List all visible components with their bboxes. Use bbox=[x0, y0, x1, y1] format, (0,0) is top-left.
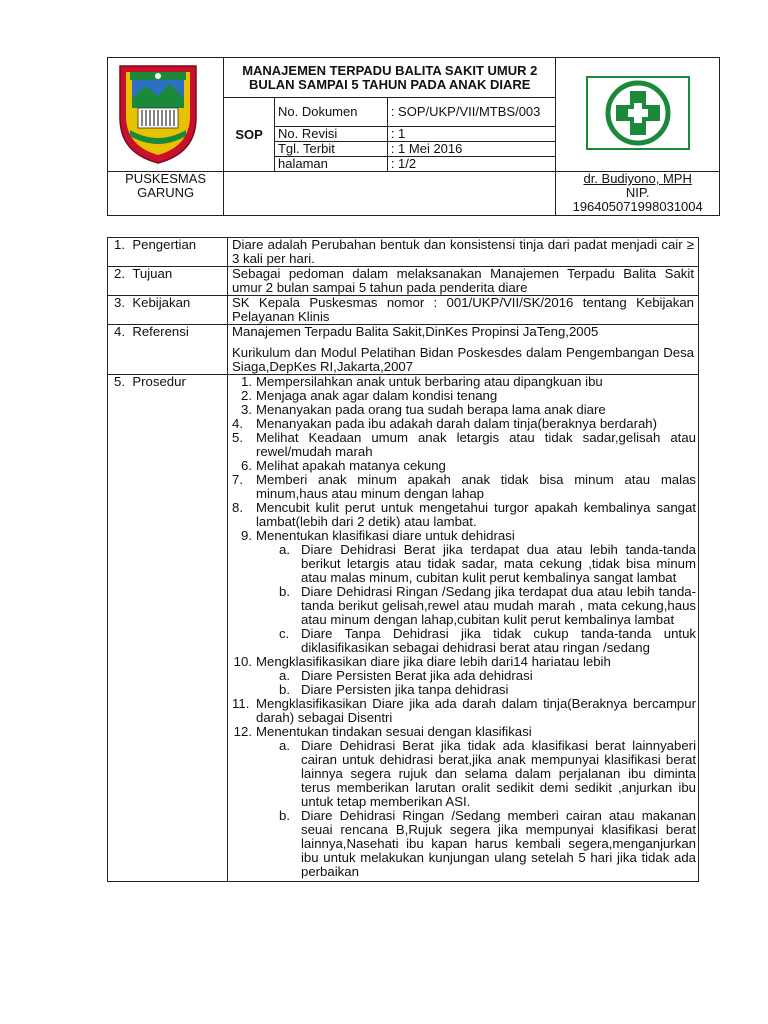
prosedur-substep: a. Diare Persisten Berat jika ada dehidrasi bbox=[279, 668, 533, 683]
meta-key: No. Dokumen bbox=[274, 98, 387, 127]
prosedur-sublist bbox=[232, 669, 696, 697]
prosedur-step: 1. Mempersilahkan anak untuk berbaring atau dipangkuan ibu bbox=[241, 374, 603, 389]
pengertian-text: Diare adalah Perubahan bentuk dan konsistensi tinja dari padat menjadi cair ≥ 3 kali per hari. bbox=[228, 238, 699, 267]
prosedur-step: 5. Melihat Keadaan umum anak letargis atau tidak sadar,gelisah atau rewel/mudah marah bbox=[232, 430, 696, 459]
prosedur-substep: a. Diare Dehidrasi Berat jika terdapat dua atau lebih tanda-tanda berikut letargis atau tidak sadar, mata cekung ,tidak bisa minum atau malas minum, cubitan kulit perut kembalinya sangat lambat bbox=[279, 542, 696, 585]
meta-key: halaman bbox=[274, 157, 387, 172]
prosedur-step: 2. Menjaga anak agar dalam kondisi tenang bbox=[241, 388, 498, 403]
prosedur-step: 6. Melihat apakah matanya cekung bbox=[241, 458, 446, 473]
document-header bbox=[107, 57, 720, 216]
meta-value: : 1 bbox=[387, 127, 556, 142]
section-label: 1. Pengertian bbox=[108, 238, 228, 267]
prosedur-step: 3. Menanyakan pada orang tua sudah berapa lama anak diare bbox=[241, 402, 606, 417]
sop-content-table bbox=[107, 237, 699, 882]
prosedur-step: 10. Mengklasifikasikan diare jika diare lebih dari14 hariatau lebih bbox=[233, 654, 611, 669]
prosedur-substep: b. Diare Persisten jika tanpa dehidrasi bbox=[279, 682, 509, 697]
prosedur-cell bbox=[228, 375, 699, 882]
signer-block bbox=[556, 172, 720, 216]
left-logo-cell bbox=[108, 58, 224, 172]
organization-name bbox=[108, 172, 224, 216]
prosedur-step: 12. Menentukan tindakan sesuai dengan klasifikasi bbox=[233, 724, 532, 739]
prosedur-list bbox=[232, 375, 696, 543]
org-line-2: GARUNG bbox=[137, 185, 195, 200]
regency-coat-of-arms-logo bbox=[108, 58, 208, 168]
prosedur-step: 8. Mencubit kulit perut untuk mengetahui turgor apakah kembalinya sangat lambat(lebih dari 2 detik) atau lambat. bbox=[232, 500, 696, 529]
signer-nip-label: NIP. bbox=[625, 185, 650, 200]
prosedur-step: 9. Menentukan klasifikasi diare untuk dehidrasi bbox=[241, 528, 515, 543]
section-label: 4. Referensi bbox=[108, 325, 228, 375]
prosedur-substep: b. Diare Dehidrasi Ringan /Sedang memberi cairan atau makanan seuai rencana B,Rujuk segera jika mempunyai klasifikasi berat lainnya,Nasehati ibu kapan harus kembali segera,menganjurkan ibu untuk melakukan kunjungan ulang setelah 5 hari jika tidak ada perbaikan bbox=[279, 808, 696, 879]
org-line-1: PUSKESMAS bbox=[125, 171, 207, 186]
section-label: 2. Tujuan bbox=[108, 267, 228, 296]
prosedur-step: 11. Mengklasifikasikan Diare jika ada darah dalam tinja(Beraknya bercampur darah) sebagai Disentri bbox=[232, 696, 696, 725]
puskesmas-green-cross-logo bbox=[586, 76, 690, 150]
prosedur-list bbox=[232, 655, 696, 669]
prosedur-substep: c. Diare Tanpa Dehidrasi jika tidak cukup tanda-tanda untuk diklasifikasikan sebagai dehidrasi berat atau ringan /sedang bbox=[279, 626, 696, 655]
signer-name: dr. Budiyono, MPH bbox=[583, 171, 692, 186]
meta-key: No. Revisi bbox=[274, 127, 387, 142]
prosedur-sublist bbox=[232, 739, 696, 879]
prosedur-sublist bbox=[232, 543, 696, 655]
prosedur-step: 7. Memberi anak minum apakah anak tidak bisa minum atau malas minum,haus atau minum dengan lahap bbox=[232, 472, 696, 501]
prosedur-substep: b. Diare Dehidrasi Ringan /Sedang jika terdapat dua atau lebih tanda-tanda berikut gelisah,rewel atau mudah marah , mata cekung,haus atau minum dengan lahap,cubitan kulit perut kembalinya lambat bbox=[279, 584, 696, 627]
signer-nip: 196405071998031004 bbox=[572, 199, 703, 214]
sop-label: SOP bbox=[224, 98, 275, 172]
section-label: 5. Prosedur bbox=[108, 375, 228, 882]
prosedur-list bbox=[232, 697, 696, 739]
meta-value: : 1/2 bbox=[387, 157, 556, 172]
referensi-item: Kurikulum dan Modul Pelatihan Bidan Poskesdes dalam Pengembangan Desa Siaga,DepKes RI,Jakarta,2007 bbox=[232, 345, 694, 374]
meta-value: : SOP/UKP/VII/MTBS/003 bbox=[387, 98, 556, 127]
empty-cell bbox=[224, 172, 556, 216]
prosedur-step: 4. Menanyakan pada ibu adakah darah dalam tinja(beraknya berdarah) bbox=[232, 416, 658, 431]
document-title: MANAJEMEN TERPADU BALITA SAKIT UMUR 2 BULAN SAMPAI 5 TAHUN PADA ANAK DIARE bbox=[224, 58, 556, 98]
referensi-item: Manajemen Terpadu Balita Sakit,DinKes Propinsi JaTeng,2005 bbox=[232, 324, 599, 339]
prosedur-substep: a. Diare Dehidrasi Berat jika tidak ada klasifikasi berat lainnyaberi cairan untuk dehidrasi berat,jika anak mempunyai klasifikasi berat lainnya segera rujuk dan selama dalam perjalanan ibu diminta terus memberikan larutan oralit sedikit demi sedikit ,anjurkan ibu untuk tetap memberikan ASI. bbox=[279, 738, 696, 809]
right-logo-cell bbox=[556, 58, 720, 172]
meta-value: : 1 Mei 2016 bbox=[387, 142, 556, 157]
tujuan-text: Sebagai pedoman dalam melaksanakan Manajemen Terpadu Balita Sakit umur 2 bulan sampai 5 tahun pada penderita diare bbox=[228, 267, 699, 296]
kebijakan-text: SK Kepala Puskesmas nomor : 001/UKP/VII/SK/2016 tentang Kebijakan Pelayanan Klinis bbox=[228, 296, 699, 325]
referensi-cell bbox=[228, 325, 699, 375]
meta-key: Tgl. Terbit bbox=[274, 142, 387, 157]
section-label: 3. Kebijakan bbox=[108, 296, 228, 325]
